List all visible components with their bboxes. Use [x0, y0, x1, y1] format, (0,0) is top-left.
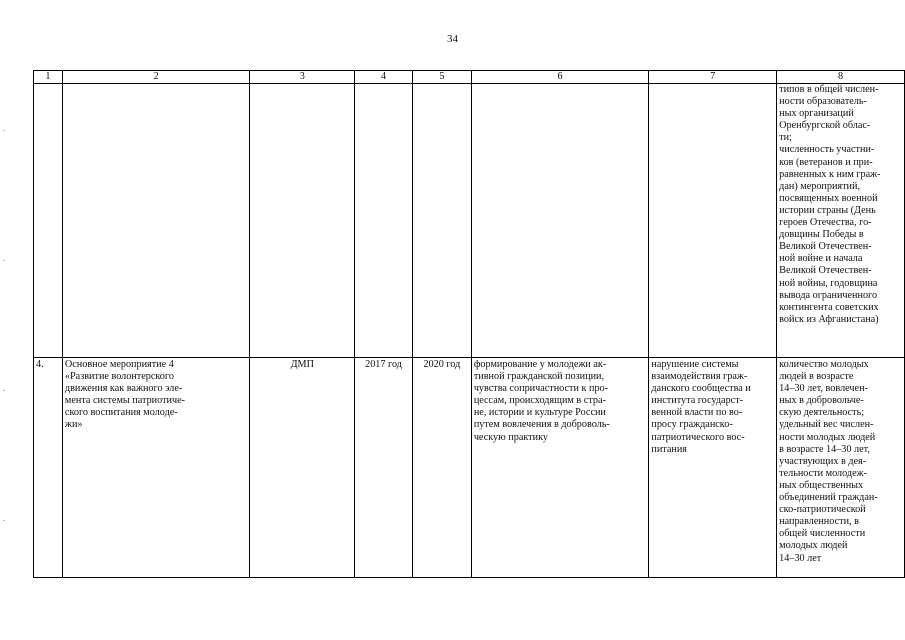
empty-cell — [34, 84, 63, 358]
column-number-2: 2 — [62, 71, 250, 84]
empty-cell — [355, 84, 413, 358]
empty-cell — [250, 84, 355, 358]
indicators-cell: типов в общей числен- ности образователь- ных организаций Оренбургской облас- ти; численность участни- ков (ветеранов и при- равненных к ним граж- дан) мероприятий, посвященных военной истории страны (День героев Отечества, го- довщины Победы в Великой Отечествен- ной войне и начала Великой Отечествен- ной войны, годовщина вывода ограниченного контингента советских войск из Афганистана) — [777, 84, 905, 358]
table-header-row — [34, 71, 905, 84]
end-year-cell: 2020 год — [412, 358, 471, 578]
empty-cell — [412, 84, 471, 358]
scan-edge-mark — [3, 130, 5, 131]
executor-cell: ДМП — [250, 358, 355, 578]
column-number-6: 6 — [471, 71, 649, 84]
program-table — [33, 70, 905, 578]
measure-name-cell: Основное мероприятие 4 «Развитие волонтерского движения как важного эле- мента системы патриотиче- ского воспитания молоде- жи» — [62, 358, 250, 578]
scan-edge-mark — [3, 390, 5, 391]
column-number-5: 5 — [412, 71, 471, 84]
row-number-cell: 4. — [34, 358, 63, 578]
table-row-continued — [34, 84, 905, 358]
scan-edge-mark — [3, 260, 5, 261]
empty-cell — [471, 84, 649, 358]
column-number-7: 7 — [649, 71, 777, 84]
scan-edge-mark — [3, 520, 5, 521]
indicators-cell: количество молодых людей в возрасте 14–30 лет, вовлечен- ных в добровольче- скую деятельность; удельный вес числен- ности молодых людей в возрасте 14–30 лет, участвующих в дея- тельности молодеж- ных общественных объединений граждан- ско-патриотической направленности, в общей численности молодых людей 14–30 лет — [777, 358, 905, 578]
consequences-cell: нарушение системы взаимодействия граж- данского сообщества и института государст- венной власти по во- просу гражданско- патриотического вос- питания — [649, 358, 777, 578]
expected-result-cell: формирование у молодежи ак- тивной гражданской позиции, чувства сопричастности к про- цессам, происходящим в стра- не, истории и культуре России путем вовлечения в доброволь- ческую практику — [471, 358, 649, 578]
empty-cell — [62, 84, 250, 358]
empty-cell — [649, 84, 777, 358]
column-number-4: 4 — [355, 71, 413, 84]
column-number-3: 3 — [250, 71, 355, 84]
start-year-cell: 2017 год — [355, 358, 413, 578]
column-number-8: 8 — [777, 71, 905, 84]
page-number: 34 — [447, 33, 458, 45]
table-row-4 — [34, 358, 905, 578]
column-number-1: 1 — [34, 71, 63, 84]
